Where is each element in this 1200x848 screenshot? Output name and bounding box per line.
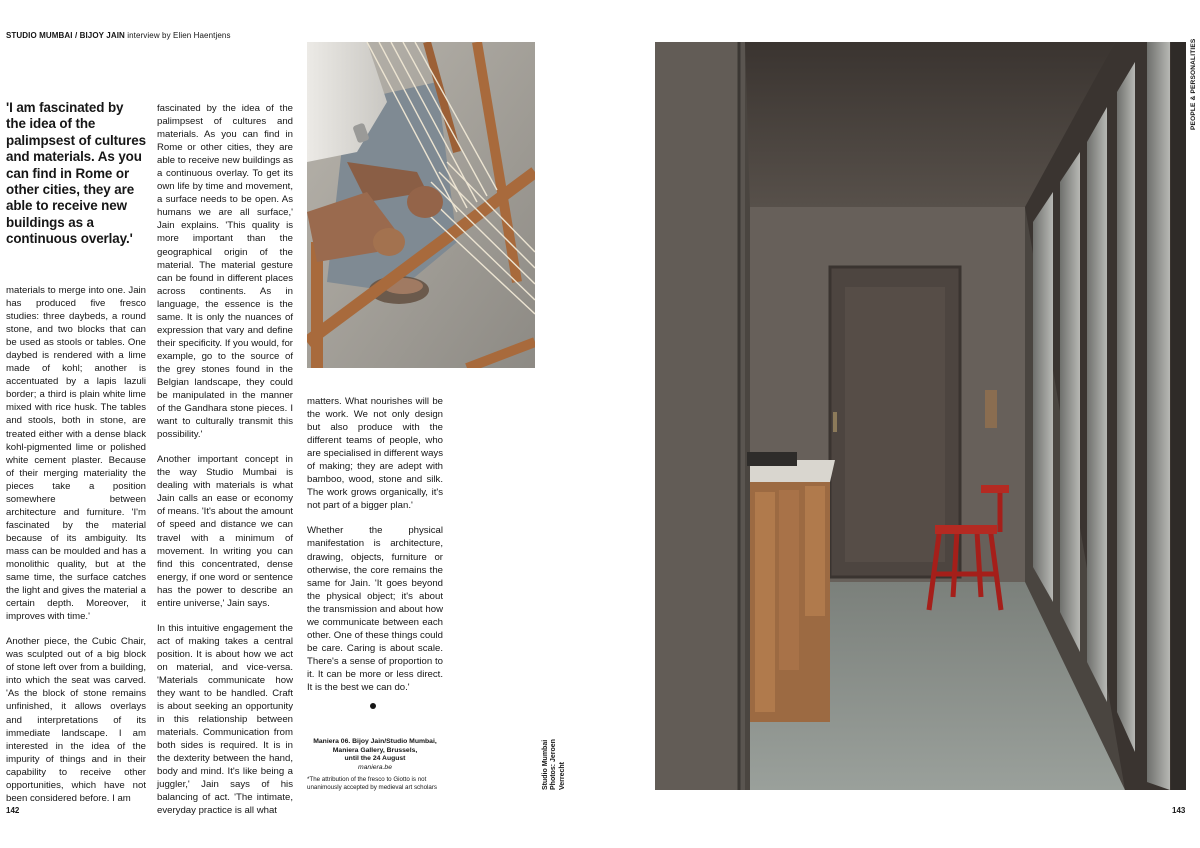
text-column-2 [157, 102, 293, 817]
text-column-3 [307, 395, 443, 694]
paragraph: Another piece, the Cubic Chair, was sculpted out of a big block of stone left over from a building, into which the seat was carved. 'As the block of stone remains unfinished, it allows overlays and interpretations of its immediate landscape. I am interested in the idea of the impurity of things and in their capability to receive other opportunities, which have not been considered before. I am [6, 636, 146, 804]
paragraph: Whether the physical manifestation is architecture, drawing, objects, furniture or otherwise, the core remains the same for Jain. 'It goes beyond the physical object; it's about the transmission and about how we communicate between each other. One of these things could be care. Caring is about scale. There's a sense of proportion to it. It can be more or less direct. It is the best we can do.' [307, 525, 443, 693]
caption-url: maniera.be [357, 763, 392, 771]
pull-quote: 'I am fascinated by the idea of the palimpsest of cultures and materials. As you can find in Rome or other cities, they are able to receive new buildings as a continuous overlay.' [6, 100, 146, 247]
header-credit: interview by Elien Haentjens [127, 31, 231, 40]
hands-weaving-chair-photo [307, 42, 535, 368]
paragraph: In this intuitive engagement the act of making takes a central position. It is about how we act on material, and vice-versa. 'Materials communicate how they want to be handled. Craft is about seeking an opportunity in this relationship between materials. Communication from both sides is required. It is in the dexterity between the hand, body and mind. It's like being a juggler,' Jain says of his balancing of act. 'The intimate, everyday practice is all what [157, 622, 293, 817]
photo-credit-line: Photos: Jeroen Verrecht [550, 739, 566, 790]
end-bullet [370, 703, 376, 709]
caption-line: Maniera 06. Bijoy Jain/Studio Mumbai, [313, 738, 437, 745]
paragraph: Another important concept in the way Studio Mumbai is dealing with materials is what Jain calls an ease or economy of means. 'It's about the amount of speed and distance we can travel with a minimum of movement. In writing you can find this concentrated, dense energy, if one word or sentence has the power to describe an entire universe,' Jain says. [157, 454, 293, 609]
paragraph: fascinated by the idea of the palimpsest of cultures and materials. As you can find in Rome or other cities, they are able to receive new buildings as a continuous overlay. To get its own life by time and movement, a surface needs to be open. As humans we are all surface,' Jain explains. 'This quality is more important than the geographical origin of the material. The material gesture can be found in different places across continents. As in language, the essence is the same. It is only the nuances of expression that vary and define their specificity. If you would, for example, go to the source of the grey stones found in the Belgian landscape, they could be manipulated in the manner of the Gandhara stone pieces. I want to culturally transmit this possibility.' [157, 103, 293, 441]
text-column-1 [6, 284, 146, 805]
exhibition-caption [307, 738, 443, 772]
footnote: *The attribution of the fresco to Giotto is not unanimously accepted by medieval art scholars [307, 776, 438, 792]
photo-credit-line: Studio Mumbai [542, 739, 549, 790]
caption-line: Maniera Gallery, Brussels, [332, 746, 418, 754]
paragraph: matters. What nourishes will be the work. We not only design but also produce with the different teams of people, who are specialised in different ways of making; they are adept with bamboo, wood, stone and silk. The work grows organically, it's not part of a bigger plan.' [307, 396, 443, 512]
photo-credit [542, 710, 567, 790]
paragraph: materials to merge into one. Jain has produced five fresco studies: three daybeds, a round stone, and two blocks that can be used as stools or tables. One daybed is rendered with a lime made of kohl; another is accentuated by a lapis lazuli border; a third is plain white lime mixed with rice husk. The tables and stools, both in stone, are treated either with a dense black kohl-pigmented lime or polished white cement plaster. Because of their merging materiality the pieces take a position somewhere between architecture and furniture. 'I'm fascinated by the material because of its ambiguity. Its mass can be moulded and has a monolithic quality, but at the same time, the surface catches the light and gives the material a certain depth. Moreover, it improves with time.' [6, 285, 146, 623]
corridor-interior-photo [655, 42, 1186, 790]
article-header [6, 31, 231, 40]
caption-line: until the 24 August [344, 755, 406, 763]
page-number-right: 143 [1172, 806, 1186, 815]
header-title: STUDIO MUMBAI / BIJOY JAIN [6, 31, 125, 40]
section-label: PEOPLE & PERSONALITIES [1190, 38, 1197, 130]
page-number-left: 142 [6, 806, 20, 815]
